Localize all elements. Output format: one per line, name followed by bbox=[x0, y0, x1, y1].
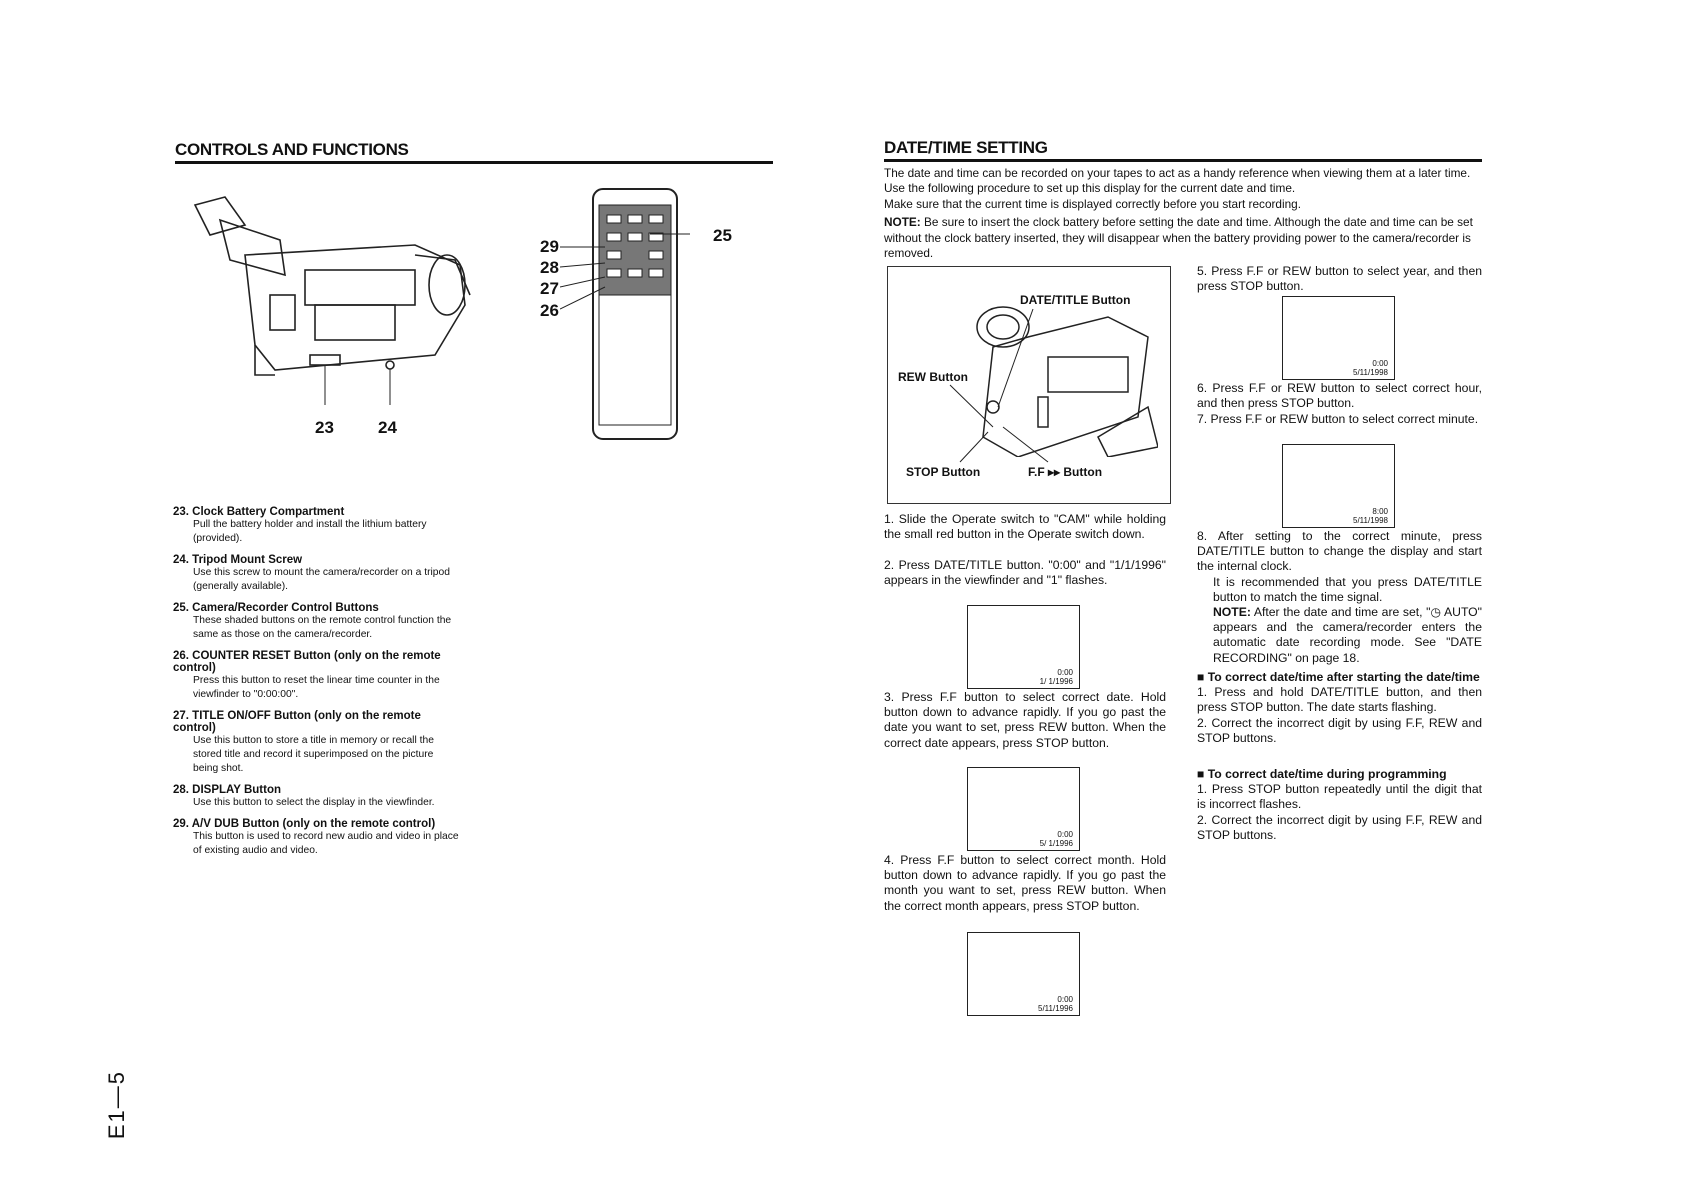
list-item: 24. Tripod Mount Screw Use this screw to mount the camera/recorder on a tripod (generally available). bbox=[173, 554, 450, 592]
callout-29: 29 bbox=[540, 237, 559, 256]
list-item: 28. DISPLAY Button Use this button to select the display in the viewfinder. bbox=[173, 784, 435, 808]
viewfinder-screen-2: 0:00 5/ 1/1996 bbox=[967, 767, 1080, 851]
callout-27: 27 bbox=[540, 279, 559, 298]
viewfinder-screen-4: 0:00 5/11/1998 bbox=[1282, 296, 1395, 380]
callout-28: 28 bbox=[540, 258, 559, 277]
ff-button-label: F.F ▸▸ Button bbox=[1028, 465, 1103, 479]
bullet-square-icon: ■ bbox=[1197, 767, 1208, 781]
step-7: 7. Press F.F or REW button to select correct minute. bbox=[1197, 412, 1479, 426]
left-title-rule bbox=[175, 161, 773, 164]
camcorder-illustration bbox=[185, 185, 485, 425]
viewfinder-screen-3: 0:00 5/11/1996 bbox=[967, 932, 1080, 1016]
remote-callout-lines bbox=[560, 225, 690, 315]
correct-during-section: ■ To correct date/time during programming 1. Press STOP button repeatedly until the digit that is incorrect flashes. 2. Correct the incorrect digit by using F.F, REW and STOP buttons. bbox=[1197, 767, 1482, 842]
viewfinder-screen-1: 0:00 1/ 1/1996 bbox=[967, 605, 1080, 689]
bullet-square-icon: ■ bbox=[1197, 670, 1208, 684]
callout-24: 24 bbox=[378, 418, 397, 437]
viewfinder-screen-5: 8:00 5/11/1998 bbox=[1282, 444, 1395, 528]
stop-button-label: STOP Button bbox=[906, 465, 981, 479]
rew-button-label: REW Button bbox=[898, 370, 968, 384]
step-1: 1. Slide the Operate switch to "CAM" while holding the small red button in the Operate switch down. bbox=[884, 512, 1166, 542]
controls-list bbox=[173, 506, 459, 866]
step-2: 2. Press DATE/TITLE button. "0:00" and "1/1/1996" appears in the viewfinder and "1" flashes. bbox=[884, 558, 1166, 588]
list-item: 27. TITLE ON/OFF Button (only on the remote control) Use this button to store a title in memory or recall the stored title and record it superimposed on the picture being shot. bbox=[173, 710, 434, 774]
right-section-title: DATE/TIME SETTING bbox=[884, 138, 1048, 157]
diagram-leader-lines bbox=[888, 267, 1170, 503]
list-item: 29. A/V DUB Button (only on the remote control) This button is used to record new audio and video in place of existing audio and video. bbox=[173, 818, 459, 856]
step-6: 6. Press F.F or REW button to select correct hour, and then press STOP button. bbox=[1197, 381, 1482, 411]
list-item: 26. COUNTER RESET Button (only on the remote control) Press this button to reset the linear time counter in the viewfinder to "0:00:00". bbox=[173, 650, 441, 700]
note-paragraph: NOTE: Be sure to insert the clock battery before setting the date and time. Although the date and time can be set without the clock battery inserted, they will disappear when the battery providing power to the camera/recorder is removed. bbox=[884, 215, 1473, 261]
intro-paragraph: The date and time can be recorded on your tapes to act as a handy reference when viewing them at a later time. Use the following procedure to set up this display for the current date and time. Make sure that the current time is displayed correctly before you start recording. NOTE: Be sure to insert the clock battery before setting the date and time. Although the date and time can be set without the clock battery inserted, they will disappear when the battery providing power to the camera/recorder is removed. bbox=[884, 166, 1482, 261]
callout-26: 26 bbox=[540, 301, 559, 320]
list-item: 23. Clock Battery Compartment Pull the battery holder and install the lithium battery (provided). bbox=[173, 506, 427, 544]
remote-control-illustration bbox=[585, 185, 685, 445]
step-8: 8. After setting to the correct minute, press DATE/TITLE button to change the display and start the internal clock. It is recommended that you press DATE/TITLE button to match the time signal. NOTE: After the date and time are set, "◷ AUTO" appears and the camera/recorder enters the automatic date recording mode. See "DATE RECORDING" on page 18. bbox=[1197, 529, 1482, 665]
callout-23: 23 bbox=[315, 418, 334, 437]
left-section-title: CONTROLS AND FUNCTIONS bbox=[175, 140, 409, 159]
eyecup-icon bbox=[195, 197, 245, 235]
step-5: 5. Press F.F or REW button to select year, and then press STOP button. bbox=[1197, 264, 1482, 294]
button-diagram bbox=[887, 266, 1171, 504]
callout-25: 25 bbox=[713, 226, 732, 245]
right-title-rule bbox=[884, 159, 1482, 162]
step-4: 4. Press F.F button to select correct month. Hold button down to advance rapidly. If you go past the month you want to set, press REW button. When the correct month appears, press STOP button. bbox=[884, 853, 1166, 913]
page-number: E1—5 bbox=[104, 1070, 129, 1140]
note-auto: NOTE: After the date and time are set, "◷ AUTO" appears and the camera/recorder enters the automatic date recording mode. See "DATE RECORDING" on page 18. bbox=[1213, 605, 1482, 665]
list-item: 25. Camera/Recorder Control Buttons These shaded buttons on the remote control function the same as those on the camera/recorder. bbox=[173, 602, 452, 640]
step-3: 3. Press F.F button to select correct date. Hold button down to advance rapidly. If you go past the date you want to set, press REW button. When the correct date appears, press STOP button. bbox=[884, 690, 1166, 750]
date-title-button-label: DATE/TITLE Button bbox=[1020, 293, 1131, 307]
correct-after-section: ■ To correct date/time after starting the date/time 1. Press and hold DATE/TITLE button, and then press STOP button. The date starts flashing. 2. Correct the incorrect digit by using F.F, REW and STOP buttons. bbox=[1197, 670, 1482, 745]
